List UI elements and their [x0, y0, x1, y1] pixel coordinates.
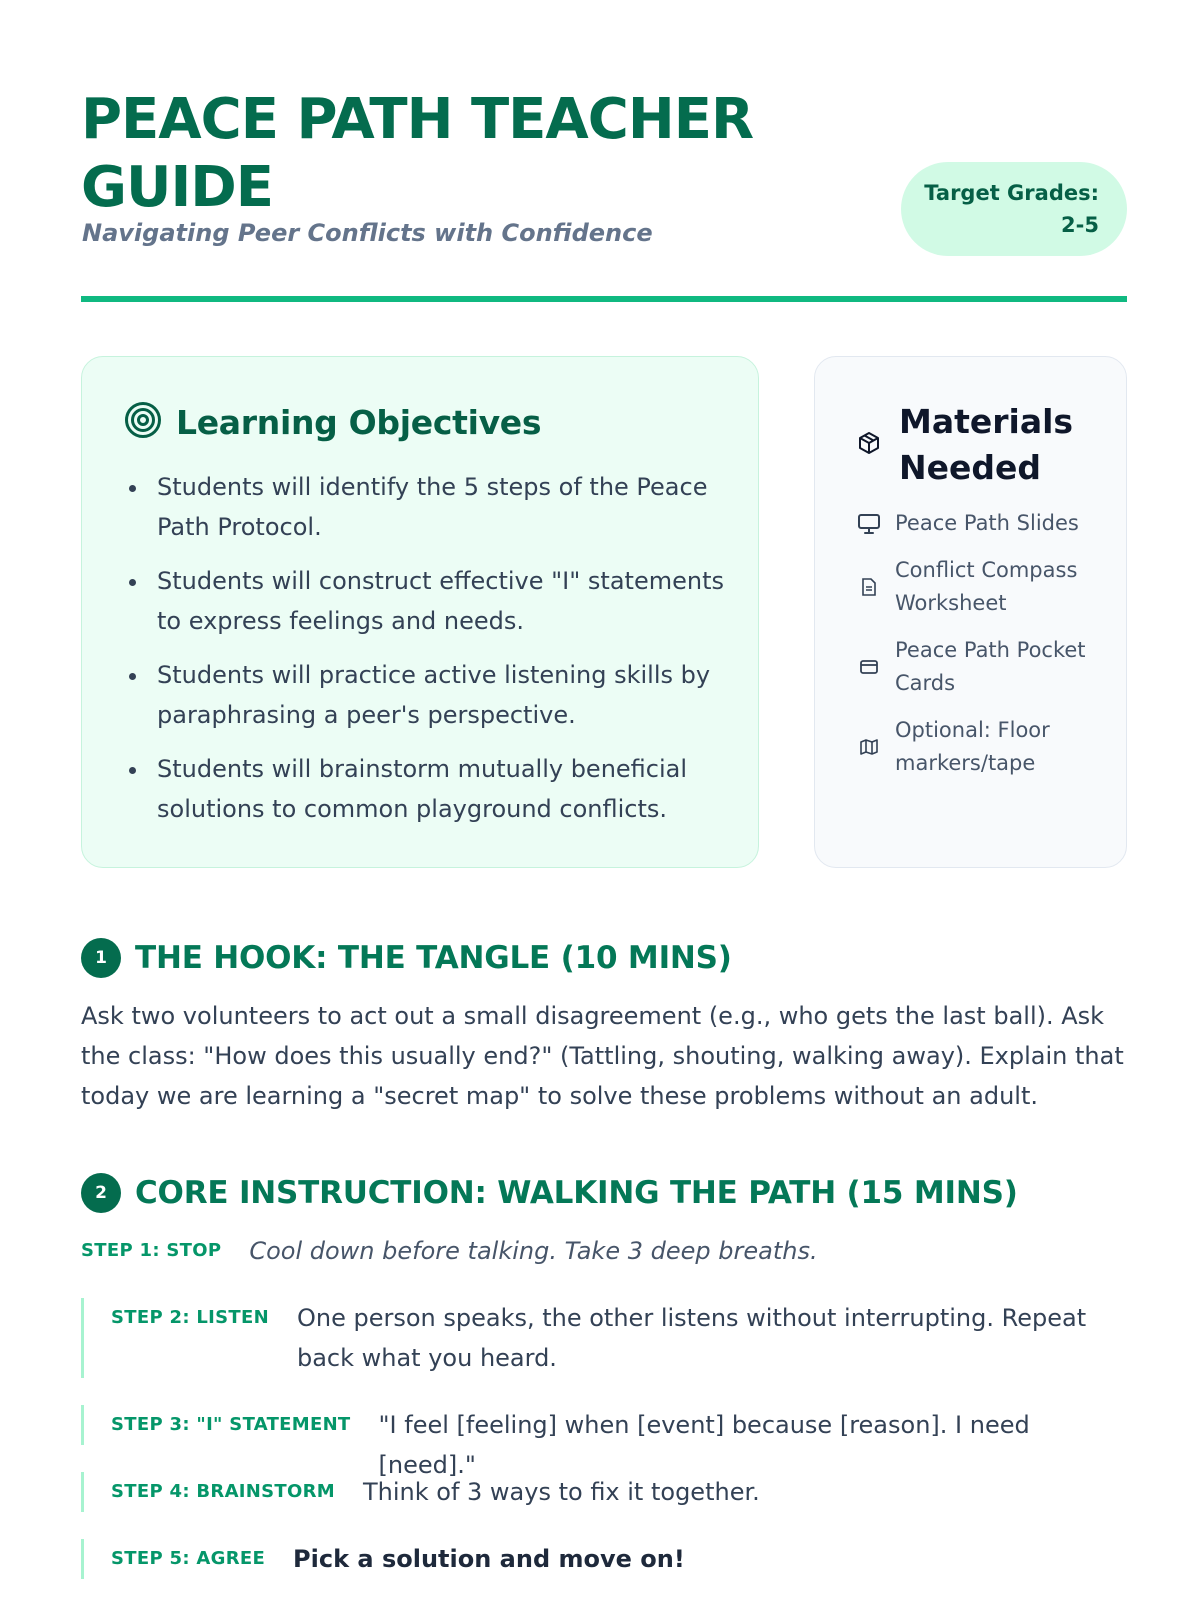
objective-item: Students will practice active listening skills by paraphrasing a peer's perspective. [157, 655, 727, 735]
teacher-guide-page [81, 0, 1127, 1600]
materials-heading [857, 399, 1079, 491]
step-listen [81, 1298, 1127, 1378]
material-label: Optional: Floor markers/tape [895, 718, 1050, 775]
material-item [857, 554, 1107, 620]
header-divider [81, 296, 1127, 302]
objective-item: Students will construct effective "I" statements to express feelings and needs. [157, 561, 727, 641]
objective-item: Students will identify the 5 steps of the Peace Path Protocol. [157, 467, 727, 547]
step-agree [81, 1539, 1127, 1579]
guide-header [81, 86, 1127, 256]
section-number-badge: 1 [81, 938, 121, 978]
materials-card [814, 356, 1127, 868]
card-icon [857, 660, 881, 674]
step-label: STEP 2: LISTEN [111, 1307, 269, 1328]
step-text: Cool down before talking. Take 3 deep breaths. [249, 1237, 818, 1265]
step-label: STEP 3: "I" STATEMENT [111, 1414, 351, 1435]
monitor-icon [857, 513, 881, 535]
target-icon [124, 401, 162, 443]
step-text: Think of 3 ways to fix it together. [362, 1478, 760, 1506]
step-text: "I feel [feeling] when [event] because [reason]. I need [need]." [378, 1411, 1030, 1479]
target-grades-badge [901, 162, 1127, 256]
section-title: THE HOOK: THE TANGLE (10 MINS) [135, 940, 732, 976]
step-label: STEP 1: STOP [81, 1240, 222, 1261]
section-core-heading [81, 1173, 1018, 1213]
grade-value: 2-5 [1061, 213, 1099, 237]
step-i-statement [81, 1405, 1127, 1479]
page-subtitle: Navigating Peer Conflicts with Confidence [82, 219, 653, 247]
box-icon [857, 431, 881, 459]
page-title: PEACE PATH TEACHER GUIDE [81, 87, 754, 220]
learning-objectives-card [81, 356, 759, 868]
material-item [857, 634, 1107, 700]
objective-item: Students will brainstorm mutually beneficial solutions to common playground conflicts. [157, 749, 727, 829]
section-number-badge: 2 [81, 1173, 121, 1213]
section-hook-heading [81, 938, 732, 978]
materials-title: Materials Needed [899, 402, 1074, 487]
material-item [857, 507, 1107, 540]
step-stop [81, 1231, 1127, 1271]
step-text: Pick a solution and move on! [293, 1545, 685, 1573]
objectives-heading [124, 401, 541, 443]
objectives-title: Learning Objectives [176, 402, 542, 442]
step-text: One person speaks, the other listens without interrupting. Repeat back what you heard. [296, 1304, 1087, 1372]
grade-label: Target Grades: [924, 181, 1099, 205]
step-label: STEP 4: BRAINSTORM [111, 1481, 335, 1502]
material-item [857, 714, 1107, 780]
objectives-list [157, 467, 727, 843]
step-brainstorm [81, 1472, 1127, 1512]
document-icon [857, 578, 881, 596]
section-title: CORE INSTRUCTION: WALKING THE PATH (15 MINS) [135, 1175, 1018, 1211]
material-label: Peace Path Pocket Cards [895, 638, 1086, 695]
section-hook-body: Ask two volunteers to act out a small disagreement (e.g., who gets the last ball). Ask the class: "How does this usually end?" (Tattling, shouting, walking away). Explain that today we are learning a "secret map" to solve these problems without an adult. [81, 1002, 1124, 1110]
map-icon [857, 739, 881, 755]
step-label: STEP 5: AGREE [111, 1548, 266, 1569]
materials-list [857, 507, 1107, 794]
material-label: Conflict Compass Worksheet [895, 558, 1078, 615]
material-label: Peace Path Slides [895, 511, 1079, 535]
